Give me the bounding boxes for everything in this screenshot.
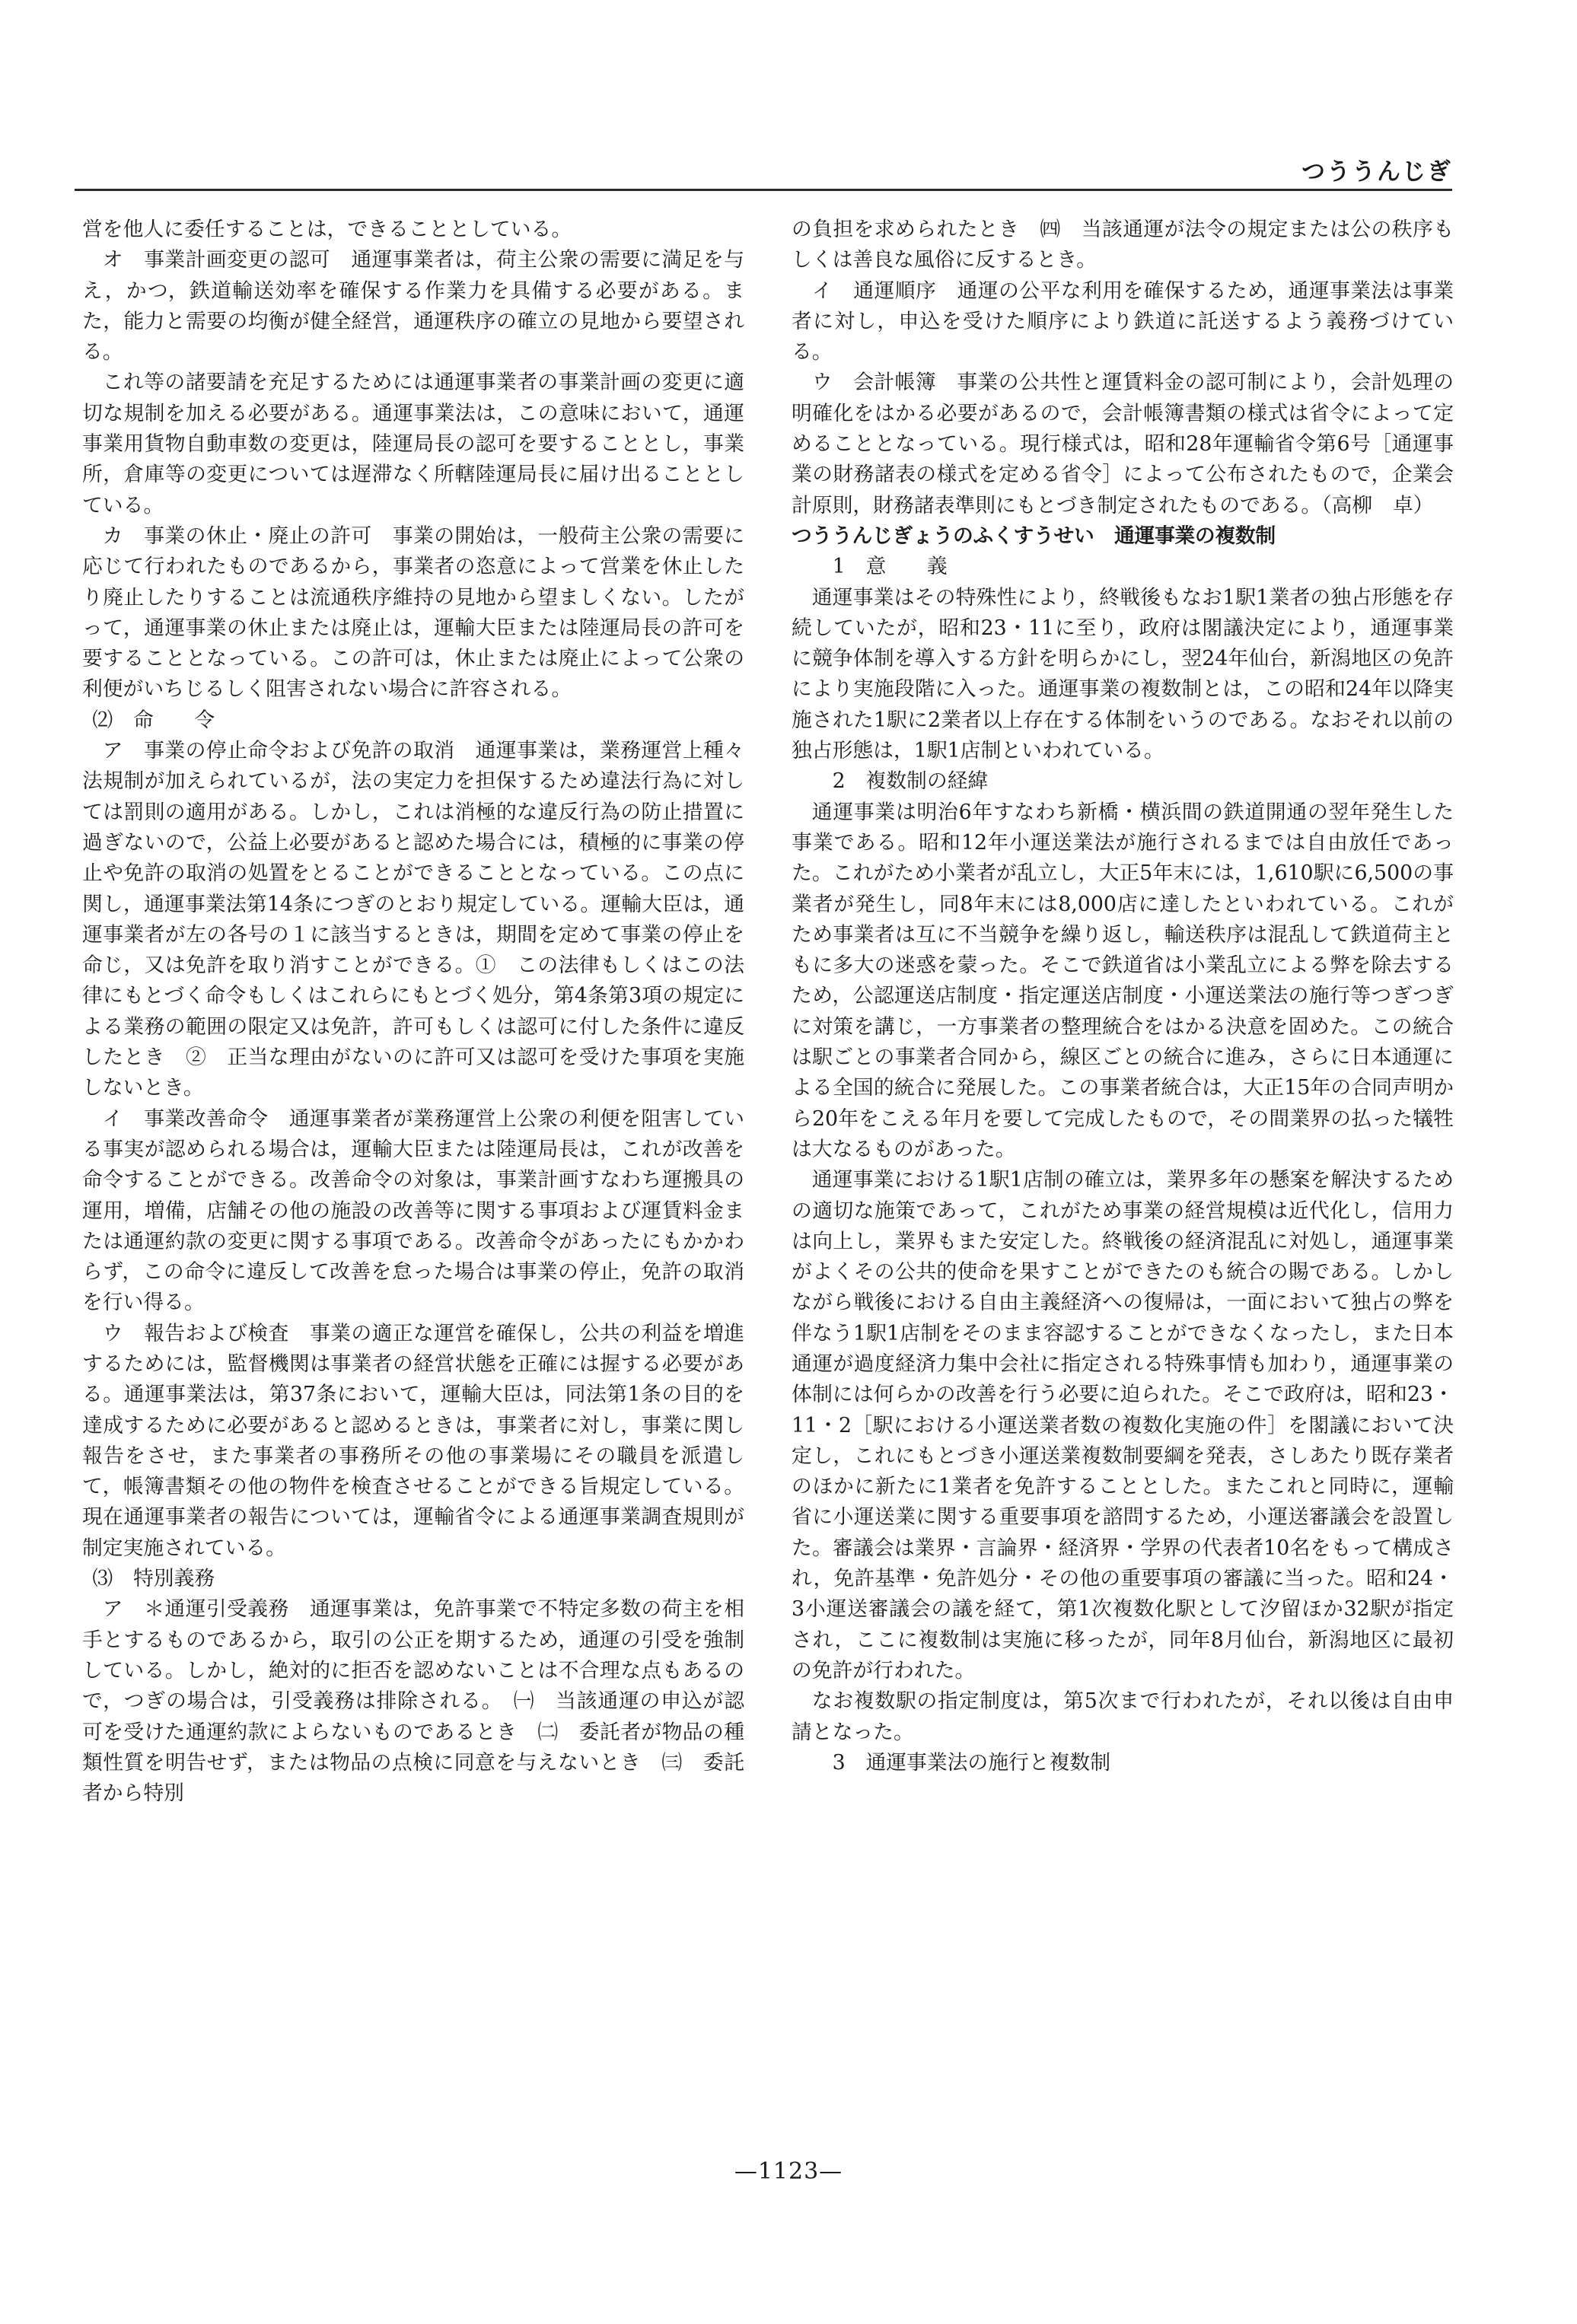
paragraph: ウ 会計帳簿 事業の公共性と運賃料金の認可制により，会計処理の明確化をはかる必要があるので，会計帳簿書類の様式は省令によって定めることとなっている。現行様式は，昭和28年運輸省令第6号［通運事業の財務諸表の様式を定める省令］によって公布されたもので，企業会計原則，財務諸表準則にもとづき制定されたものである。（高柳 卓） (792, 371, 1454, 517)
paragraph: イ 事業改善命令 通運事業者が業務運営上公衆の利便を阻害している事実が認められる場合は，運輸大臣または陸運局長は，これが改善を命令することができる。改善命令の対象は，事業計画すなわち運搬具の運用，増備，店舗その他の施設の改善等に関する事項および運賃料金または通運約款の変更に関する事項である。改善命令があったにもかかわらず，この命令に違反して改善を怠った場合は事業の停止，免許の取消を行い得る。 (82, 1106, 744, 1315)
page-number: —1123— (734, 2158, 843, 2185)
paragraph: 営を他人に委任することは，できることとしている。 (82, 218, 572, 241)
header-rule (75, 189, 1452, 191)
paragraph: イ 通運順序 通運の公平な利用を確保するため，通運事業法は事業者に対し，申込を受けた順序により鉄道に託送するよう義務づけている。 (792, 279, 1454, 365)
paragraph: の負担を求められたとき ㈣ 当該通運が法令の規定または公の秩序もしくは善良な風俗に反するとき。 (792, 218, 1454, 272)
right-column (792, 215, 1454, 2132)
running-head: つううんじぎ (1301, 158, 1452, 186)
section-heading: 3 通運事業法の施行と複数制 (832, 1750, 1111, 1775)
paragraph: ア 事業の停止命令および免許の取消 通運事業は，業務運営上種々法規制が加えられているが，法の実定力を担保するため違法行為に対しては罰則の適用がある。しかし，これは消極的な違反行為の防止措置に過ぎないので，公益上必要があると認めた場合には，積極的に事業の停止や免許の取消の処置をとることができることとなっている。この点に関し，通運事業法第14条につぎのとおり規定している。運輸大臣は，通運事業者が左の各号の１に該当するときは，期間を定めて事業の停止を命じ，又は免許を取り消すことができる。① この法律もしくはこの法律にもとづく命令もしくはこれらにもとづく処分，第4条第3項の規定による業務の範囲の限定又は免許，許可もしくは認可に付した条件に違反したとき ② 正当な理由がないのに許可又は認可を受けた事項を実施しないとき。 (82, 739, 744, 1100)
left-column (82, 215, 744, 2132)
paragraph: カ 事業の休止・廃止の許可 事業の開始は，一般荷主公衆の需要に応じて行われたものであるから，事業者の恣意によって営業を休止したり廃止したりすることは流通秩序維持の見地から望ましくない。したがって，通運事業の休止または廃止は，運輸大臣または陸運局長の許可を要することとなっている。この許可は，休止または廃止によって公衆の利便がいちじるしく阻害されない場合に許容される。 (82, 524, 744, 702)
paragraph: 通運事業は明治6年すなわち新橋・横浜間の鉄道開通の翌年発生した事業である。昭和12年小運送業法が施行されるまでは自由放任であった。これがため小業者が乱立し，大正5年末には，1,610駅に6,500の事業者が発生し，同8年末には8,000店に達したといわれている。これがため事業者は互に不当競争を繰り返し，輸送秩序は混乱して鉄道荷主ともに多大の迷惑を蒙った。そこで鉄道省は小業乱立による弊を除去するため，公認運送店制度・指定運送店制度・小運送業法の施行等つぎつぎに対策を講じ，一方事業者の整理統合をはかる決意を固めた。この統合は駅ごとの事業者合同から，線区ごとの統合に進み，さらに日本通運による全国的統合に発展した。この事業者統合は，大正15年の合同声明から20年をこえる年月を要して完成したもので，その間業界の払った犠牲は大なるものがあった。 (792, 800, 1454, 1161)
section-heading: 2 複数制の経緯 (832, 769, 989, 794)
subsection-heading: ⑶ 特別義務 (92, 1567, 215, 1591)
paragraph: オ 事業計画変更の認可 通運事業者は，荷主公衆の需要に満足を与え，かつ，鉄道輸送効率を確保する作業力を具備する必要がある。また，能力と需要の均衡が健全経営，通運秩序の確立の見地から要望される。 (82, 248, 744, 365)
paragraph: ア ＊通運引受義務 通運事業は，免許事業で不特定多数の荷主を相手とするものであるから，取引の公正を期するため，通運の引受を強制している。しかし，絶対的に拒否を認めないことは不合理な点もあるので，つぎの場合は，引受義務は排除される。 ㈠ 当該通運の申込が認可を受けた通運約款によらないものであるとき ㈡ 委託者が物品の種類性質を明告せず，または物品の点検に同意を与えないとき ㈢ 委託者から特別 (82, 1597, 744, 1806)
subsection-heading: ⑵ 命 令 (92, 708, 215, 732)
entry-heading: つううんじぎょうのふくすうせい 通運事業の複数制 (792, 524, 1276, 548)
paragraph: なお複数駅の指定制度は，第5次まで行われたが，それ以後は自由申請となった。 (792, 1689, 1454, 1744)
paragraph: これ等の諸要請を充足するためには通運事業者の事業計画の変更に適切な規制を加える必要がある。通運事業法は，この意味において，通運事業用貨物自動車数の変更は，陸運局長の認可を要することとし，事業所，倉庫等の変更については遅滞なく所轄陸運局長に届け出ることとしている。 (82, 371, 744, 517)
paragraph: ウ 報告および検査 事業の適正な運営を確保し，公共の利益を増進するためには，監督機関は事業者の経営状態を正確には握する必要がある。通運事業法は，第37条において，運輸大臣は，同法第1条の目的を達成するために必要があると認めるときは，事業者に対し，事業に関し報告をさせ，また事業者の事務所その他の事業場にその職員を派遣して，帳簿書類その他の物件を検査させることができる旨規定している。現在通運事業者の報告については，運輸省令による通運事業調査規則が制定実施されている。 (82, 1321, 744, 1560)
section-heading: 1 意 義 (832, 555, 948, 579)
paragraph: 通運事業はその特殊性により，終戦後もなお1駅1業者の独占形態を存続していたが，昭和23・11に至り，政府は閣議決定により，通運事業に競争体制を導入する方針を明らかにし，翌24年仙台，新潟地区の免許により実施段階に入った。通運事業の複数制とは，この昭和24年以降実施された1駅に2業者以上存在する体制をいうのである。なおそれ以前の独占形態は，1駅1店制といわれている。 (792, 585, 1454, 763)
paragraph: 通運事業における1駅1店制の確立は，業界多年の懸案を解決するための適切な施策であって，これがため事業の経営規模は近代化し，信用力は向上し，業界もまた安定した。終戦後の経済混乱に対処し，通運事業がよくその公共的使命を果すことができたのも統合の賜である。しかしながら戦後における自由主義経済への復帰は，一面において独占の弊を伴なう1駅1店制をそのまま容認することができなくなったし，また日本通運が過度経済力集中会社に指定される特殊事情も加わり，通運事業の体制には何らかの改善を行う必要に迫られた。そこで政府は，昭和23・11・2［駅における小運送業者数の複数化実施の件］を閣議において決定し，これにもとづき小運送業複数制要綱を発表，さしあたり既存業者のほかに新たに1業者を免許することとした。またこれと同時に，運輸省に小運送業に関する重要事項を諮問するため，小運送審議会を設置した。審議会は業界・言論界・経済界・学界の代表者10名をもって構成され，免許基準・免許処分・その他の重要事項の審議に当った。昭和24・3小運送審議会の議を経て，第1次複数化駅として汐留ほか32駅が指定され，ここに複数制は実施に移ったが，同年8月仙台，新潟地区に最初の免許が行われた。 (792, 1168, 1454, 1683)
